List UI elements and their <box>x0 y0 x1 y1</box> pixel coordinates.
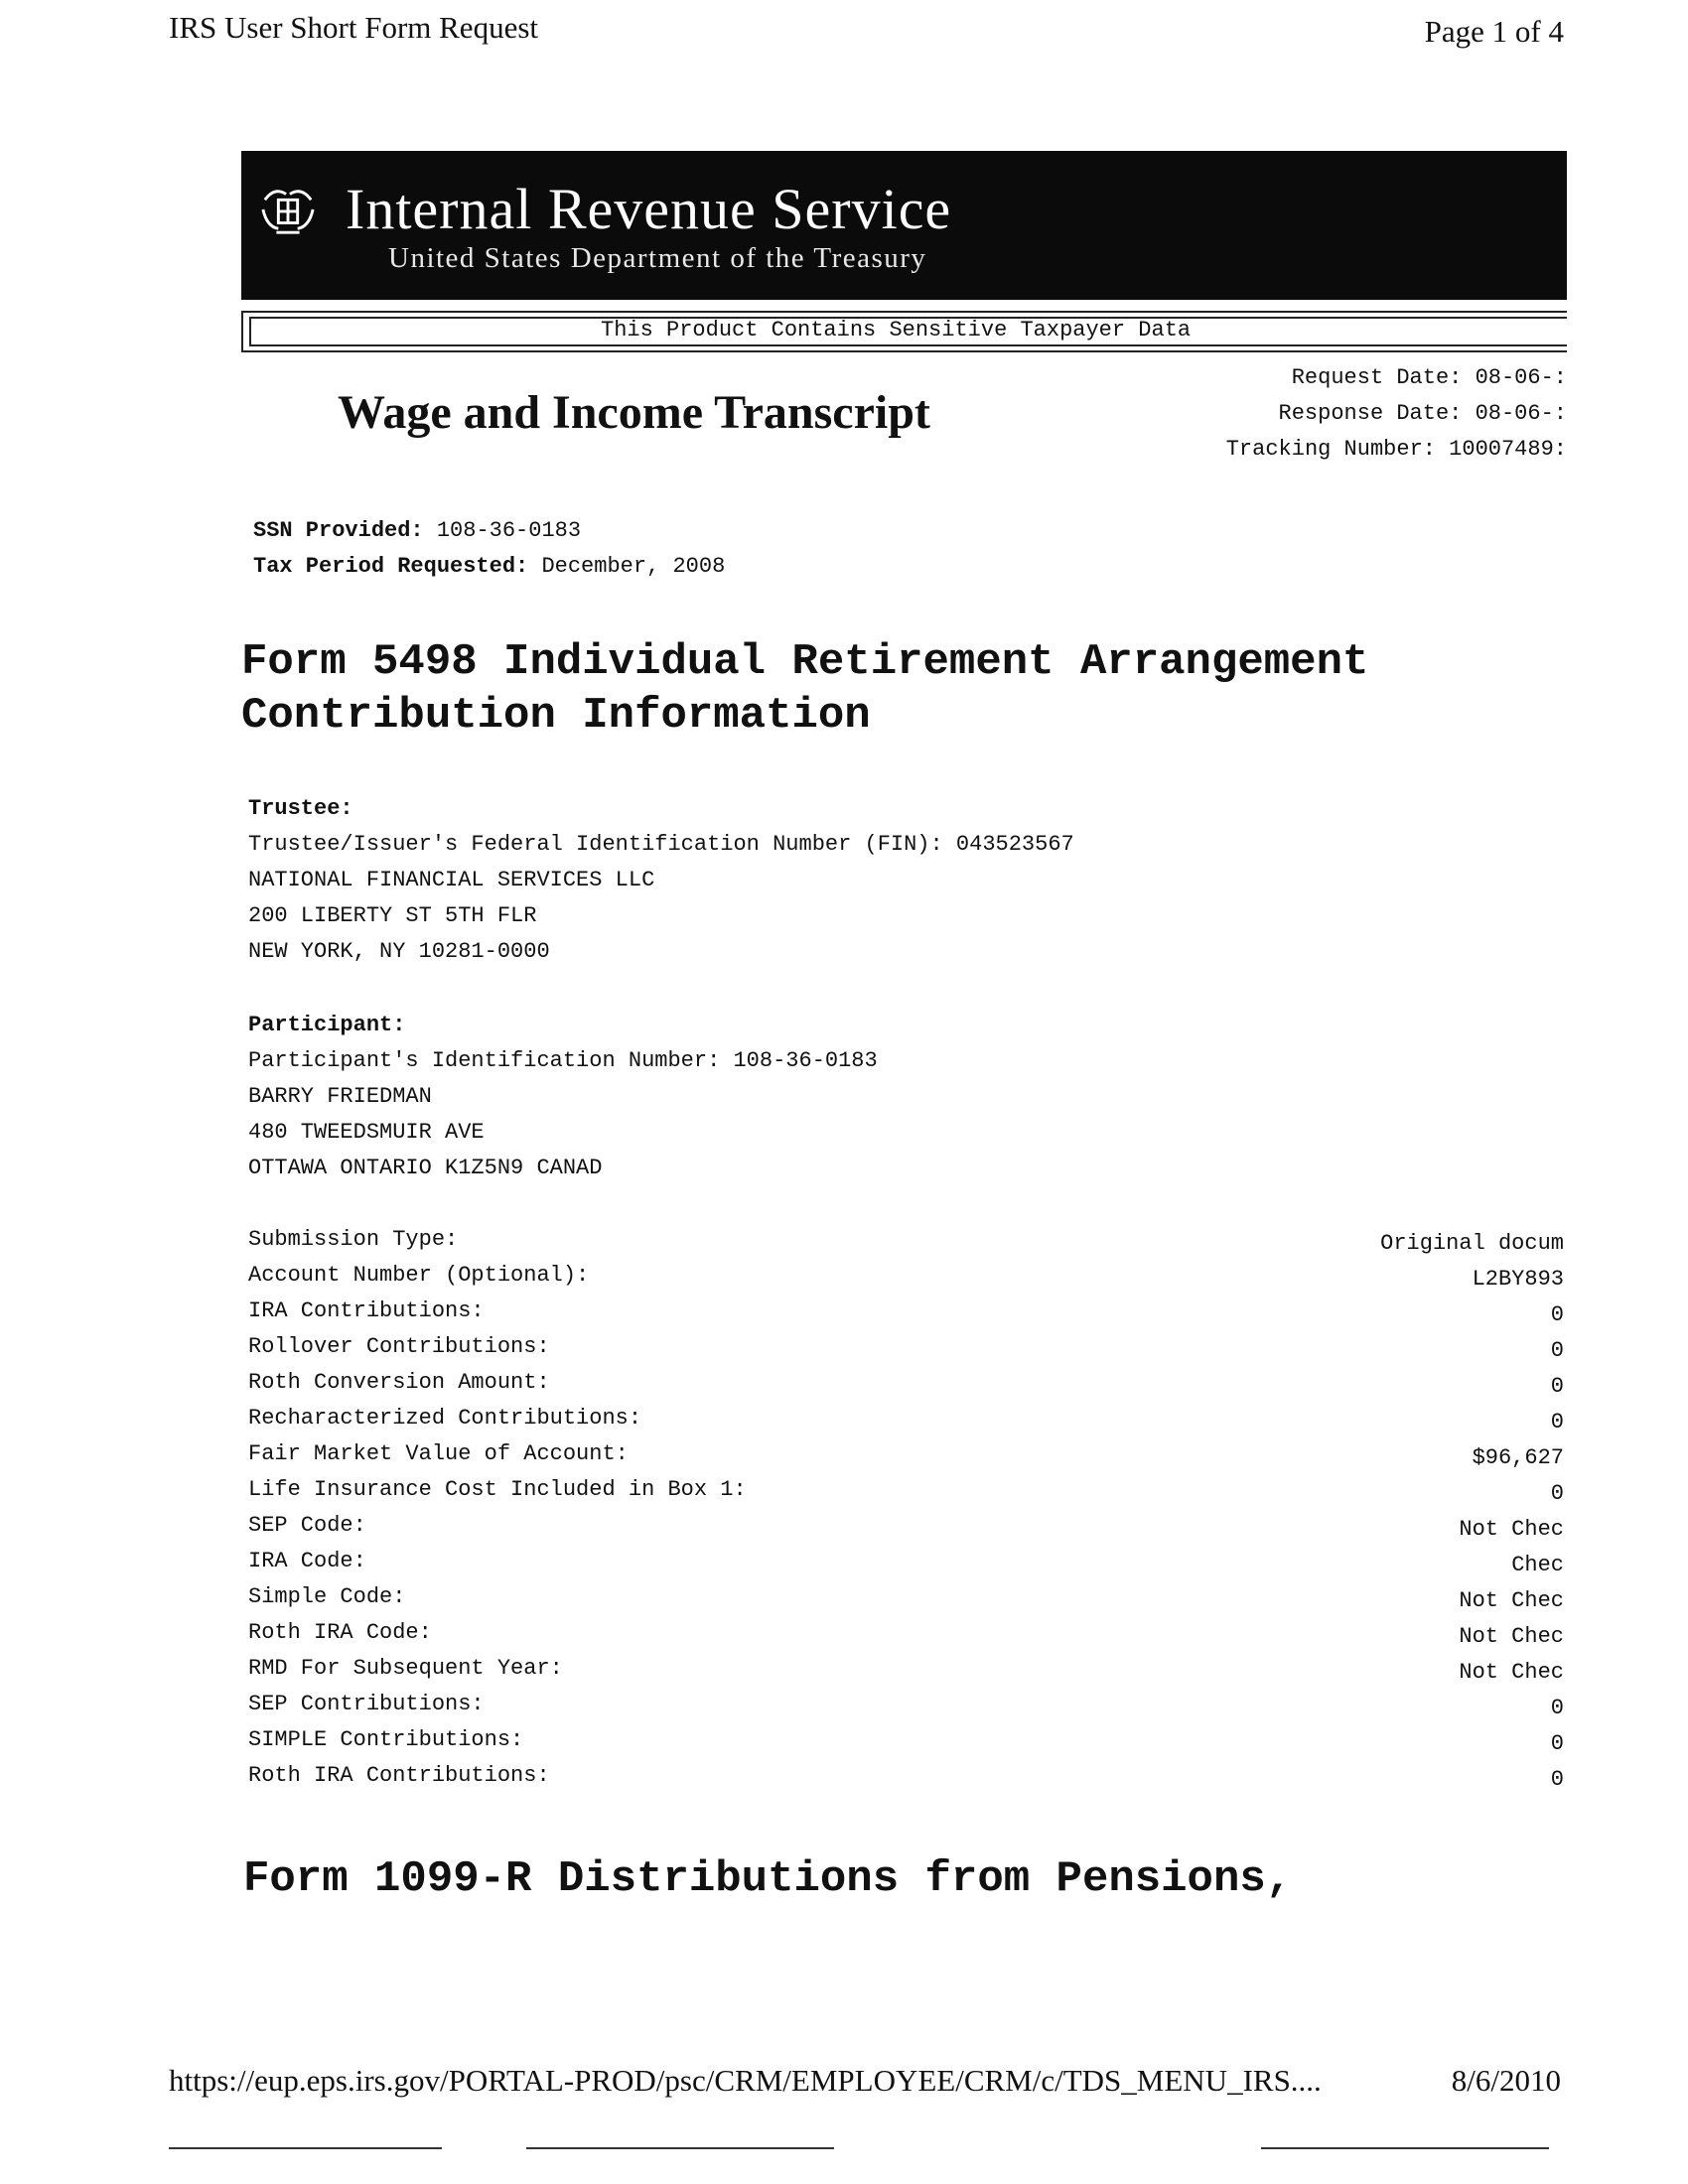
field-label: Roth IRA Code: <box>248 1620 432 1645</box>
sensitive-data-bar <box>241 311 1567 352</box>
field-label: Simple Code: <box>248 1584 406 1609</box>
field-label: IRA Contributions: <box>248 1298 485 1323</box>
field-label: Roth IRA Contributions: <box>248 1763 550 1788</box>
print-footer-url: https://eup.eps.irs.gov/PORTAL-PROD/psc/CRM/EMPLOYEE/CRM/c/TDS_MENU_IRS.... <box>169 2063 1322 2098</box>
request-date-label: Request Date: <box>1291 365 1463 390</box>
trustee-address2: NEW YORK, NY 10281-0000 <box>248 939 550 964</box>
response-date-value: 08-06-: <box>1475 401 1567 426</box>
footer-rule <box>526 2147 834 2149</box>
field-label: Life Insurance Cost Included in Box 1: <box>248 1477 747 1502</box>
field-label: IRA Code: <box>248 1549 366 1573</box>
participant-address2: OTTAWA ONTARIO K1Z5N9 CANAD <box>248 1156 603 1180</box>
field-value: $96,627 <box>1472 1445 1564 1470</box>
participant-id: Participant's Identification Number: 108-36-0183 <box>248 1048 878 1073</box>
field-value: 0 <box>1550 1696 1564 1720</box>
field-value: 0 <box>1550 1410 1564 1434</box>
field-value: Not Chec <box>1459 1588 1564 1613</box>
field-label: SEP Code: <box>248 1513 366 1538</box>
participant-heading: Participant: <box>248 1013 406 1037</box>
sensitive-data-notice: This Product Contains Sensitive Taxpayer Data <box>601 318 1192 342</box>
field-label: Roth Conversion Amount: <box>248 1370 550 1395</box>
trustee-address1: 200 LIBERTY ST 5TH FLR <box>248 903 537 928</box>
field-value: Chec <box>1511 1553 1564 1577</box>
field-value: 0 <box>1550 1338 1564 1363</box>
tracking-number-value: 10007489: <box>1449 437 1567 462</box>
agency-name: Internal Revenue Service <box>346 177 952 241</box>
response-date-row <box>1279 401 1567 426</box>
ssn-value: 108-36-0183 <box>436 518 582 543</box>
field-value: Original docum <box>1380 1231 1564 1256</box>
field-value: 0 <box>1550 1302 1564 1327</box>
field-value: 0 <box>1550 1731 1564 1756</box>
field-label: Fair Market Value of Account: <box>248 1441 629 1466</box>
trustee-name: NATIONAL FINANCIAL SERVICES LLC <box>248 868 655 892</box>
field-value: 0 <box>1550 1481 1564 1506</box>
field-value: Not Chec <box>1459 1517 1564 1542</box>
irs-banner <box>241 151 1567 300</box>
field-label: Rollover Contributions: <box>248 1334 550 1359</box>
tracking-number-label: Tracking Number: <box>1225 437 1436 462</box>
field-value: 0 <box>1550 1767 1564 1792</box>
form-5498-title-line1: Form 5498 Individual Retirement Arrangement <box>241 637 1369 687</box>
print-page-number: Page 1 of 4 <box>1424 14 1564 49</box>
transcript-title: Wage and Income Transcript <box>338 386 930 439</box>
form-5498-title-line2: Contribution Information <box>241 691 871 741</box>
print-footer-date: 8/6/2010 <box>1451 2063 1561 2098</box>
field-label: Account Number (Optional): <box>248 1263 590 1288</box>
field-value: Not Chec <box>1459 1660 1564 1685</box>
tax-period-label: Tax Period Requested: <box>253 554 529 579</box>
ssn-row <box>253 518 581 543</box>
request-date-value: 08-06-: <box>1475 365 1567 390</box>
field-label: SEP Contributions: <box>248 1692 485 1716</box>
trustee-fin: Trustee/Issuer's Federal Identification Number (FIN): 043523567 <box>248 832 1074 857</box>
footer-rule <box>1261 2147 1549 2149</box>
irs-eagle-logo-icon <box>259 181 317 238</box>
field-value: L2BY893 <box>1472 1267 1564 1292</box>
trustee-heading: Trustee: <box>248 796 353 821</box>
field-label: Recharacterized Contributions: <box>248 1406 642 1431</box>
form-1099r-title: Form 1099-R Distributions from Pensions, <box>243 1854 1293 1904</box>
tax-period-row <box>253 554 725 579</box>
ssn-label: SSN Provided: <box>253 518 424 543</box>
tax-period-value: December, 2008 <box>541 554 726 579</box>
department-name: United States Department of the Treasury <box>388 242 927 274</box>
tracking-number-row <box>1226 437 1567 462</box>
print-header-title: IRS User Short Form Request <box>169 10 538 45</box>
participant-name: BARRY FRIEDMAN <box>248 1084 432 1109</box>
response-date-label: Response Date: <box>1278 401 1463 426</box>
footer-rule <box>169 2147 442 2149</box>
field-value: 0 <box>1550 1374 1564 1399</box>
field-value: Not Chec <box>1459 1624 1564 1649</box>
field-label: SIMPLE Contributions: <box>248 1727 524 1752</box>
participant-address1: 480 TWEEDSMUIR AVE <box>248 1120 485 1145</box>
request-date-row <box>1292 365 1567 390</box>
field-label: RMD For Subsequent Year: <box>248 1656 563 1681</box>
field-label: Submission Type: <box>248 1227 459 1252</box>
